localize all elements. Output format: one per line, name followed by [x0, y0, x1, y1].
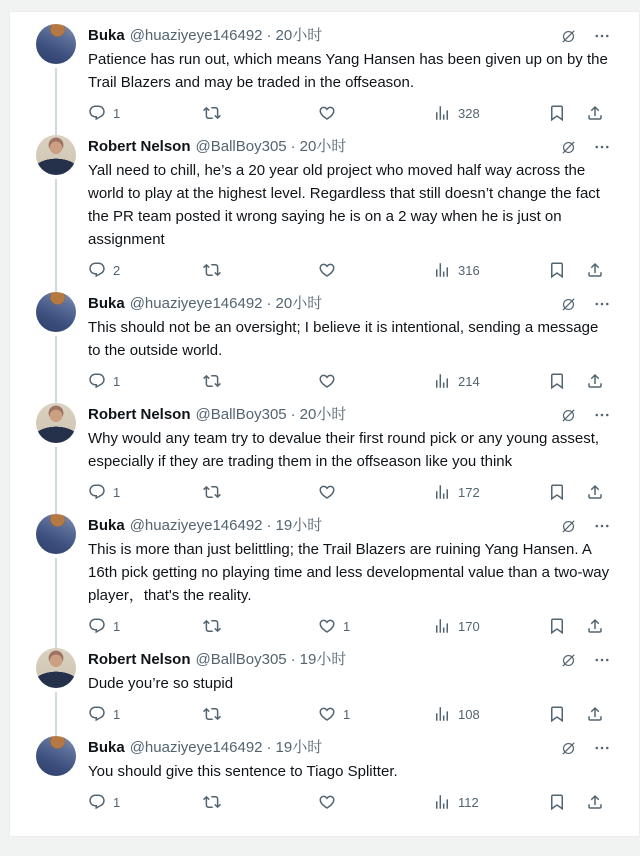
display-name[interactable]: Robert Nelson	[88, 651, 191, 668]
avatar-buka[interactable]	[36, 736, 76, 776]
bookmark-button[interactable]	[548, 372, 566, 390]
views-button[interactable]	[433, 483, 480, 501]
views-button[interactable]	[433, 104, 480, 122]
separator-dot: ·	[290, 651, 296, 668]
tweet[interactable]	[10, 292, 639, 403]
display-name[interactable]: Robert Nelson	[88, 406, 191, 423]
reply-button[interactable]	[88, 705, 120, 723]
like-count: 1	[343, 706, 351, 722]
timestamp[interactable]: 20小时	[275, 27, 323, 44]
user-handle[interactable]: @huaziyeye146492	[129, 739, 263, 756]
tweet[interactable]	[10, 24, 639, 135]
tweet-text: Dude you’re so stupid	[88, 675, 234, 692]
bookmark-button[interactable]	[548, 483, 566, 501]
tweet-actions	[88, 483, 604, 501]
tweet-actions	[88, 793, 604, 811]
more-icon[interactable]	[593, 138, 611, 156]
separator-dot: ·	[290, 138, 296, 155]
share-button[interactable]	[586, 617, 604, 635]
separator-dot: ·	[290, 406, 296, 423]
share-button[interactable]	[586, 104, 604, 122]
avatar-robert[interactable]	[36, 648, 76, 688]
reply-button[interactable]	[88, 483, 120, 501]
more-icon[interactable]	[593, 406, 611, 424]
views-button[interactable]	[433, 261, 480, 279]
reply-button[interactable]	[88, 617, 120, 635]
like-button[interactable]	[318, 617, 350, 635]
thread-connector-line	[55, 336, 57, 413]
like-button[interactable]	[318, 372, 336, 390]
display-name[interactable]: Robert Nelson	[88, 138, 191, 155]
tweet-actions	[88, 617, 604, 635]
display-name[interactable]: Buka	[88, 739, 125, 756]
views-count: 172	[458, 484, 480, 500]
retweet-button[interactable]	[203, 705, 221, 723]
avatar-robert[interactable]	[36, 403, 76, 443]
user-handle[interactable]: @BallBoy305	[195, 406, 287, 423]
timestamp[interactable]: 20小时	[299, 406, 347, 423]
reply-button[interactable]	[88, 372, 120, 390]
more-icon[interactable]	[593, 651, 611, 669]
more-icon[interactable]	[593, 27, 611, 45]
reply-count: 1	[113, 373, 121, 389]
timestamp[interactable]: 19小时	[275, 517, 323, 534]
share-button[interactable]	[586, 372, 604, 390]
separator-dot: ·	[266, 739, 272, 756]
tweet-actions	[88, 261, 604, 279]
separator-dot: ·	[266, 517, 272, 534]
retweet-button[interactable]	[203, 372, 221, 390]
avatar-buka[interactable]	[36, 24, 76, 64]
views-button[interactable]	[433, 793, 479, 811]
views-count: 214	[458, 373, 480, 389]
user-handle[interactable]: @huaziyeye146492	[129, 27, 263, 44]
share-button[interactable]	[586, 793, 604, 811]
thread-connector-line	[55, 447, 57, 524]
timestamp[interactable]: 19小时	[299, 651, 347, 668]
like-button[interactable]	[318, 483, 336, 501]
like-count: 1	[343, 618, 351, 634]
user-handle[interactable]: @huaziyeye146492	[129, 295, 263, 312]
timestamp[interactable]: 20小时	[275, 295, 323, 312]
views-count: 328	[458, 105, 480, 121]
timestamp[interactable]: 19小时	[275, 739, 323, 756]
reply-button[interactable]	[88, 261, 120, 279]
grok-icon[interactable]	[560, 652, 577, 669]
reply-count: 1	[113, 484, 121, 500]
like-button[interactable]	[318, 104, 336, 122]
tweet[interactable]	[10, 514, 639, 648]
tweet-text: This is more than just belittling; the Trail Blazers are ruining Yang Hansen. A 16th pick getting no playing time and less developmental value than a two-way player，that's the reality.	[88, 541, 610, 604]
separator-dot: ·	[266, 27, 272, 44]
share-button[interactable]	[586, 261, 604, 279]
user-handle[interactable]: @BallBoy305	[195, 651, 287, 668]
avatar-buka[interactable]	[36, 514, 76, 554]
more-icon[interactable]	[593, 517, 611, 535]
retweet-button[interactable]	[203, 793, 221, 811]
views-count: 170	[458, 618, 480, 634]
tweet-text: Yall need to chill, he’s a 20 year old project who moved half way across the world to play at the highest level. Regardless that still doesn’t change the fact the PR team posted it wrong saying he is on a 2 way when he is just on assignment	[88, 162, 600, 248]
views-button[interactable]	[433, 372, 480, 390]
tweet-text: Patience has run out, which means Yang Hansen has been given up on by the Trail Blazers and may be traded in the offseason.	[88, 51, 608, 91]
more-icon[interactable]	[593, 295, 611, 313]
grok-icon[interactable]	[560, 407, 577, 424]
bookmark-button[interactable]	[548, 261, 566, 279]
views-count: 108	[458, 706, 480, 722]
bookmark-button[interactable]	[548, 793, 566, 811]
bookmark-button[interactable]	[548, 617, 566, 635]
tweet-actions	[88, 104, 604, 122]
grok-icon[interactable]	[560, 518, 577, 535]
tweet-text: This should not be an oversight; I believe it is intentional, sending a message to the outside world.	[88, 319, 599, 359]
reply-button[interactable]	[88, 104, 120, 122]
grok-icon[interactable]	[560, 740, 577, 757]
retweet-button[interactable]	[203, 483, 221, 501]
like-button[interactable]	[318, 261, 336, 279]
reply-count: 1	[113, 794, 121, 810]
grok-icon[interactable]	[560, 28, 577, 45]
display-name[interactable]: Buka	[88, 295, 125, 312]
user-handle[interactable]: @huaziyeye146492	[129, 517, 263, 534]
share-button[interactable]	[586, 483, 604, 501]
views-button[interactable]	[433, 705, 480, 723]
thread-connector-line	[55, 558, 57, 658]
user-handle[interactable]: @BallBoy305	[195, 138, 287, 155]
reply-count: 1	[113, 105, 121, 121]
like-button[interactable]	[318, 705, 350, 723]
views-count: 316	[458, 262, 480, 278]
reply-count: 2	[113, 262, 121, 278]
tweet-actions	[88, 705, 604, 723]
tweet-text: Why would any team try to devalue their first round pick or any young assest, especially if they are trading them in the offseason like you think	[88, 430, 600, 470]
tweet[interactable]	[10, 403, 639, 514]
tweet-text: You should give this sentence to Tiago Splitter.	[88, 763, 398, 780]
reply-count: 1	[113, 618, 121, 634]
separator-dot: ·	[266, 295, 272, 312]
tweet[interactable]	[10, 135, 639, 292]
display-name[interactable]: Buka	[88, 517, 125, 534]
tweet-actions	[88, 372, 604, 390]
grok-icon[interactable]	[560, 139, 577, 156]
bookmark-button[interactable]	[548, 705, 566, 723]
avatar-buka[interactable]	[36, 292, 76, 332]
tweet[interactable]	[10, 736, 639, 824]
share-button[interactable]	[586, 705, 604, 723]
reply-button[interactable]	[88, 793, 120, 811]
retweet-button[interactable]	[203, 104, 221, 122]
bookmark-button[interactable]	[548, 104, 566, 122]
thread-connector-line	[55, 68, 57, 145]
timestamp[interactable]: 20小时	[299, 138, 347, 155]
more-icon[interactable]	[593, 739, 611, 757]
like-button[interactable]	[318, 793, 336, 811]
retweet-button[interactable]	[203, 617, 221, 635]
avatar-robert[interactable]	[36, 135, 76, 175]
tweet[interactable]	[10, 648, 639, 736]
thread-connector-line	[55, 179, 57, 302]
display-name[interactable]: Buka	[88, 27, 125, 44]
views-count: 112	[458, 794, 479, 810]
thread-card	[9, 11, 640, 837]
retweet-button[interactable]	[203, 261, 221, 279]
reply-count: 1	[113, 706, 121, 722]
views-button[interactable]	[433, 617, 480, 635]
grok-icon[interactable]	[560, 296, 577, 313]
